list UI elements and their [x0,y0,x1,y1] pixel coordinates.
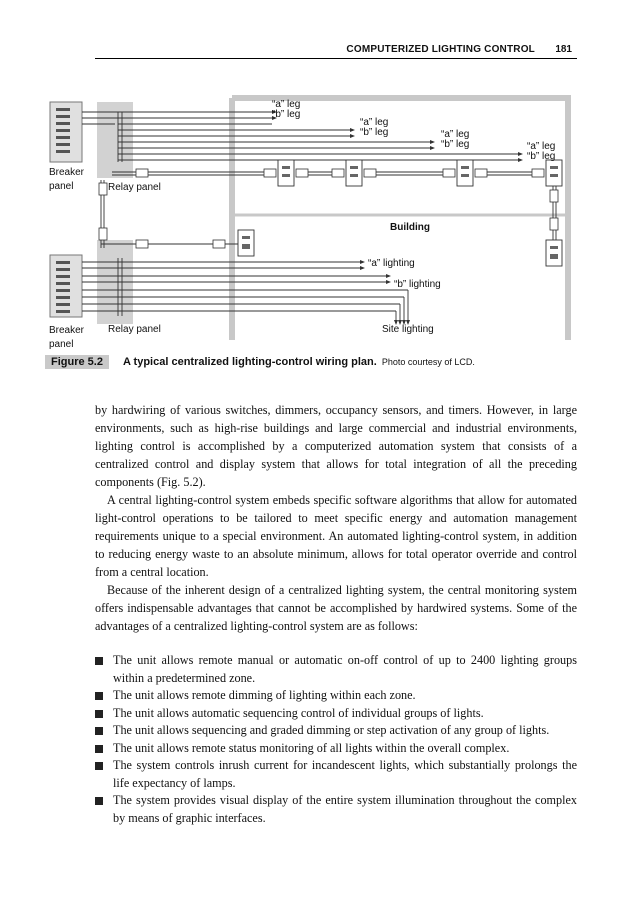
wiring-plan-figure [0,0,622,370]
arrowheads-bottom [360,260,410,325]
breaker-panel-bottom [50,255,82,317]
wiring-diagram [0,0,622,370]
leg-a-label-4: “a” leg [527,141,556,152]
breaker-panel-top [50,102,82,162]
caption-text: A typical centralized lighting-control wiring plan. [122,356,377,368]
paragraph: Because of the inherent design of a centralized lighting system, the central monitoring system offers indispensable advantages that cannot be accomplished by hardwired systems. Some of the advantages of a centralized lighting-control system are as follows: [95,583,577,633]
figure-number: Figure 5.2 [45,355,109,369]
bullet-square-icon [95,762,103,770]
connectors [99,169,558,248]
paragraph: A central lighting-control system embeds specific software algorithms that allow for automated light-control operations to be tailored to meet specific energy and automation management requirements unique to a special environment. An automated lighting-control system, in addition to reducing energy waste to an absolute minimum, allows for total operator override and control from a central location. [95,493,577,579]
building-label: Building [390,222,430,233]
leg-a-label-1: “a” leg [272,99,301,110]
bullet-square-icon [95,710,103,718]
list-item: The unit allows remote manual or automatic on-off control of up to 2400 lighting groups within a predetermined zone. [95,652,577,687]
page-number: 181 [555,44,572,55]
site-lighting-label: Site lighting [382,324,434,335]
control-bus-top [101,172,556,248]
leg-b-label-4: “b” leg [527,151,556,162]
bullet-square-icon [95,727,103,735]
relay-panel-top-shade [97,102,133,178]
list-item: The unit allows automatic sequencing control of individual groups of lights. [95,705,577,723]
list-item: The system controls inrush current for incandescent lights, which substantially prolongs the life expectancy of lamps. [95,757,577,792]
bullet-square-icon [95,797,103,805]
paragraph: by hardwiring of various switches, dimmers, occupancy sensors, and timers. However, in large environments, such as high-rise buildings and large commercial and industrial environments, lighting control is accomplished by a computerized automation system that consists of a centralized control and display system that allows for total integration of all the preceding components (Fig. 5.2). [95,403,577,489]
relay-panel-bottom-label: Relay panel [108,324,161,335]
advantages-list [95,652,577,827]
list-item: The unit allows remote status monitoring of all lights within the overall complex. [95,740,577,758]
leg-b-label-1: “b” leg [272,109,301,120]
caption-credit: Photo courtesy of LCD. [381,357,475,367]
list-item: The unit allows remote dimming of lighting within each zone. [95,687,577,705]
a-lighting-label: “a” lighting [368,258,415,269]
body-text [95,401,577,635]
running-title: COMPUTERIZED LIGHTING CONTROL [346,44,535,55]
list-item: The system provides visual display of the entire system illumination throughout the complex by means of graphic interfaces. [95,792,577,827]
breaker-panel-top-label: Breaker panel [49,167,85,192]
breaker-panel-bottom-label: Breaker panel [49,325,85,350]
leg-a-label-3: “a” leg [441,129,470,140]
relay-panel-top-label: Relay panel [108,182,161,193]
bullet-square-icon [95,657,103,665]
leg-a-label-2: “a” leg [360,117,389,128]
leg-b-label-3: “b” leg [441,139,470,150]
figure-caption [45,355,475,369]
bullet-square-icon [95,745,103,753]
leg-b-label-2: “b” leg [360,127,389,138]
list-item: The unit allows sequencing and graded dimming or step activation of any group of lights. [95,722,577,740]
bullet-square-icon [95,692,103,700]
b-lighting-label: “b” lighting [394,279,441,290]
